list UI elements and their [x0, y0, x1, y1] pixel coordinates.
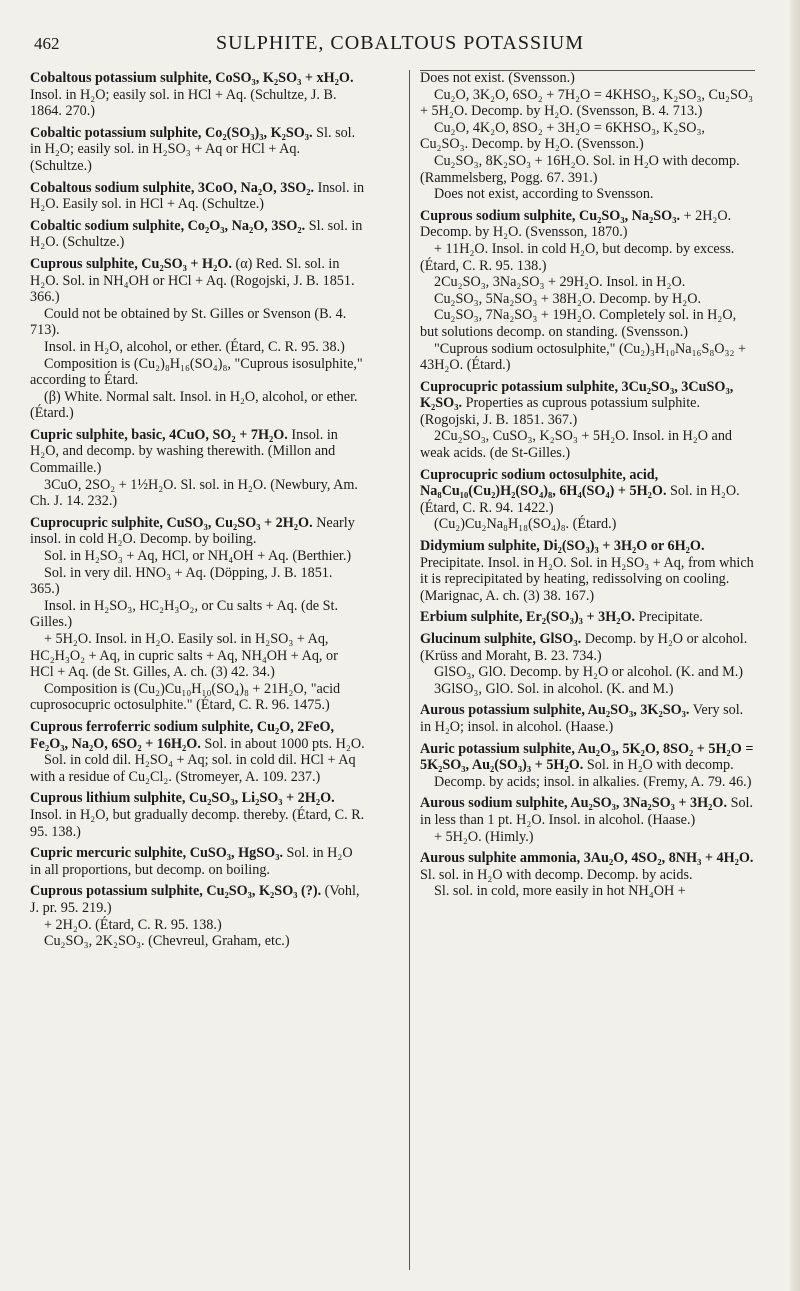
dictionary-entry	[30, 845, 365, 878]
entry-body: Properties as cuprous potassium sulphite. (Rogojski, J. B. 1851. 367.)	[420, 395, 701, 428]
entry-first-line	[420, 631, 755, 664]
entry-heading: Erbium sulphite, Er₂(SO₃)₃ + 3H₂O.	[420, 609, 636, 626]
dictionary-entry	[30, 256, 365, 422]
entry-subparagraph: (Cu₂)Cu₂Na₈H₁₈(SO₄)₈. (Étard.)	[434, 516, 617, 533]
entry-body: Insol. in H₂O, and decomp. by washing therewith. (Millon and Commaille.)	[30, 426, 338, 477]
entry-subparagraph: Sl. sol. in cold, more easily in hot NH₄OH +	[434, 883, 686, 900]
entry-subparagraph: 2Cu₂SO₃, CuSO₃, K₂SO₃ + 5H₂O. Insol. in H₂O and weak acids. (de St-Gilles.)	[420, 428, 733, 462]
running-title: SULPHITE, COBALTOUS POTASSIUM	[215, 32, 584, 54]
entry-first-line	[30, 256, 365, 306]
entry-first-line	[30, 883, 365, 916]
entry-heading: Cuprocupric sulphite, CuSO₃, Cu₂SO₃ + 2H₂O.	[30, 514, 313, 531]
dictionary-entry	[420, 795, 755, 845]
dictionary-entry	[30, 180, 365, 213]
dictionary-entry	[30, 70, 365, 120]
entry-first-line	[30, 515, 365, 548]
entry-subparagraph: Could not be obtained by St. Gilles or Svenson (B. 4. 713).	[30, 305, 347, 339]
dictionary-entry	[420, 208, 755, 374]
entry-subparagraph: + 11H₂O. Insol. in cold H₂O, but decomp. by excess. (Étard, C. R. 95. 138.)	[420, 240, 735, 274]
entry-heading: Didymium sulphite, Di₂(SO₃)₃ + 3H₂O or 6H₂O.	[420, 538, 705, 555]
dictionary-entry	[30, 719, 365, 785]
entry-first-line	[420, 467, 755, 517]
dictionary-entry	[420, 538, 755, 604]
entry-first-line	[420, 850, 755, 883]
entry-heading: Cuprous potassium sulphite, Cu₂SO₃, K₂SO₃ (?).	[30, 883, 322, 900]
entry-first-line	[420, 795, 755, 828]
entry-heading: Cupric mercuric sulphite, CuSO₃, HgSO₃.	[30, 845, 283, 862]
entry-first-line	[420, 741, 755, 774]
entry-subparagraph: + 2H₂O. (Étard, C. R. 95. 138.)	[44, 916, 222, 933]
left-column	[30, 70, 365, 955]
entry-subparagraph: Composition is (Cu₂)₈H₁₆(SO₄)₈, "Cuprous isosulphite," according to Étard.	[30, 355, 363, 389]
entry-first-line	[30, 790, 365, 840]
dictionary-entry	[420, 631, 755, 697]
entry-heading: Aurous sulphite ammonia, 3Au₂O, 4SO₂, 8NH₃ + 4H₂O.	[420, 850, 754, 867]
entry-subparagraph: + 5H₂O. Insol. in H₂O. Easily sol. in H₂SO₃ + Aq, HC₂H₃O₂ + Aq, in cupric salts + Aq, NH₄OH + Aq, or HCl + Aq. (de St. Gilles, A. ch. (3) 42. 34.)	[30, 631, 338, 681]
entry-first-line	[30, 427, 365, 477]
dictionary-entry	[30, 218, 365, 251]
entry-body: Sl. sol. in H₂O; easily sol. in H₂SO₃ + Aq or HCl + Aq. (Schultze.)	[30, 124, 356, 174]
entry-heading: Cuprous sodium sulphite, Cu₂SO₃, Na₂SO₃.	[420, 207, 680, 224]
dictionary-entry	[30, 427, 365, 510]
entry-body: Sol. in about 1000 pts. H₂O.	[204, 735, 365, 752]
entry-subparagraph: Sol. in very dil. HNO₃ + Aq. (Döpping, J. B. 1851. 365.)	[30, 564, 333, 598]
right-column	[420, 70, 755, 905]
dictionary-entry	[420, 467, 755, 533]
dictionary-entry	[420, 741, 755, 791]
dictionary-entry	[420, 609, 755, 626]
entry-heading: Aurous potassium sulphite, Au₂SO₃, 3K₂SO₃.	[420, 702, 690, 719]
entry-heading: Glucinum sulphite, GlSO₃.	[420, 631, 582, 647]
entry-heading: Auric potassium sulphite, Au₂O₃, 5K₂O, 8SO₂ + 5H₂O = 5K₂SO₃, Au₂(SO₃)₃ + 5H₂O.	[420, 740, 754, 774]
entry-first-line	[30, 218, 365, 251]
entry-body: (Vohl, J. pr. 95. 219.)	[30, 883, 360, 916]
entry-subparagraph: Cu₂O, 4K₂O, 8SO₂ + 3H₂O = 6KHSO₃, K₂SO₃, Cu₂SO₃. Decomp. by H₂O. (Svensson.)	[420, 119, 705, 153]
entry-subparagraph: Does not exist, according to Svensson.	[434, 186, 654, 203]
dictionary-entry	[30, 790, 365, 840]
entry-body: Insol. in H₂O. Easily sol. in HCl + Aq. (Schultze.)	[30, 179, 365, 213]
entry-subparagraph: GlSO₃, GlO. Decomp. by H₂O or alcohol. (K. and M.)	[434, 664, 743, 681]
entry-body: Sl. sol. in H₂O. (Schultze.)	[30, 217, 363, 251]
entry-body: Nearly insol. in cold H₂O. Decomp. by boiling.	[30, 514, 355, 548]
dictionary-entry	[30, 125, 365, 175]
entry-body: Decomp. by H₂O or alcohol. (Krüss and Moraht, B. 23. 734.)	[420, 631, 748, 664]
entry-body: Sol. in less than 1 pt. H₂O. Insol. in alcohol. (Haase.)	[420, 795, 754, 828]
entry-subparagraph: Cu₂SO₃, 8K₂SO₃ + 16H₂O. Sol. in H₂O with decomp. (Rammelsberg, Pogg. 67. 391.)	[420, 152, 740, 186]
entry-heading: Cuprous ferroferric sodium sulphite, Cu₂O, 2FeO, Fe₂O₃, Na₂O, 6SO₂ + 16H₂O.	[30, 718, 335, 752]
entry-subparagraph: (β) White. Normal salt. Insol. in H₂O, alcohol, or ether. (Étard.)	[30, 388, 358, 422]
entry-heading: Cuprocupric sodium octosulphite, acid, Na₈Cu₁₀(Cu₂)H₂(SO₄)₈, 6H₄(SO₄) + 5H₂O.	[420, 466, 667, 500]
entry-first-line	[30, 70, 365, 120]
entry-heading: Aurous sodium sulphite, Au₂SO₃, 3Na₂SO₃ + 3H₂O.	[420, 795, 728, 812]
entry-first-line	[420, 702, 755, 735]
entry-subparagraph: Cu₂O, 3K₂O, 6SO₂ + 7H₂O = 4KHSO₃, K₂SO₃, Cu₂SO₃ + 5H₂O. Decomp. by H₂O. (Svensson, B. 4. 713.)	[420, 86, 754, 120]
entry-body: Very sol. in H₂O; insol. in alcohol. (Haase.)	[420, 702, 744, 735]
entry-body: Precipitate.	[638, 609, 703, 626]
entry-subparagraph: Insol. in H₂SO₃, HC₂H₃O₂, or Cu salts + Aq. (de St. Gilles.)	[30, 597, 339, 631]
entry-subparagraph: Cu₂SO₃, 5Na₂SO₃ + 38H₂O. Decomp. by H₂O.	[434, 290, 702, 307]
dictionary-entry	[30, 883, 365, 949]
entry-first-line	[420, 208, 755, 241]
entry-first-line	[30, 845, 365, 878]
entry-body: Sol. in H₂O in all proportions, but decomp. on boiling.	[30, 845, 353, 878]
dictionary-entry	[30, 515, 365, 714]
entry-subparagraph: 3CuO, 2SO₂ + 1½H₂O. Sl. sol. in H₂O. (Newbury, Am. Ch. J. 14. 232.)	[30, 476, 358, 510]
entry-subparagraph: Cu₂SO₃, 7Na₂SO₃ + 19H₂O. Completely sol. in H₂O, but solutions decomp. on standing. (Svensson.)	[420, 307, 737, 340]
entry-subparagraph: Insol. in H₂O, alcohol, or ether. (Étard, C. R. 95. 38.)	[44, 338, 345, 355]
entry-first-line	[30, 180, 365, 213]
entry-body: Precipitate. Insol. in H₂O. Sol. in H₂SO₃ + Aq, from which it is reprecipitated by heating, redissolving on cooling. (Marignac, A. ch. (3) 38. 167.)	[420, 554, 754, 604]
dictionary-entry	[420, 850, 755, 900]
entry-subparagraph: Decomp. by acids; insol. in alkalies. (Fremy, A. 79. 46.)	[434, 773, 752, 790]
column-divider	[409, 70, 410, 1270]
entry-heading: Cobaltous potassium sulphite, CoSO₃, K₂SO₃ + xH₂O.	[30, 70, 354, 86]
entry-first-line	[420, 379, 755, 429]
dictionary-entry	[420, 702, 755, 735]
entry-subparagraph: Sol. in H₂SO₃ + Aq, HCl, or NH₄OH + Aq. (Berthier.)	[44, 548, 352, 565]
entry-subparagraph: 2Cu₂SO₃, 3Na₂SO₃ + 29H₂O. Insol. in H₂O.	[434, 274, 686, 291]
entry-body: Insol. in H₂O; easily sol. in HCl + Aq. (Schultze, J. B. 1864. 270.)	[30, 86, 337, 120]
entry-first-line	[420, 538, 755, 604]
page-edge	[790, 0, 800, 1291]
entry-subparagraph: Composition is (Cu₂)Cu₁₀H₁₀(SO₄)₈ + 21H₂O, "acid cuprosocupric octosulphite." (Étard, C. R. 96. 1475.)	[30, 680, 341, 714]
entry-heading: Cobaltous sodium sulphite, 3CoO, Na₂O, 3SO₂.	[30, 179, 315, 196]
entry-body: (α) Red. Sl. sol. in H₂O. Sol. in NH₄OH or HCl + Aq. (Rogojski, J. B. 1851. 366.)	[30, 255, 355, 306]
dictionary-entry	[420, 70, 755, 203]
entry-first-line	[420, 70, 755, 87]
entry-subparagraph: Sol. in cold dil. H₂SO₄ + Aq; sol. in cold dil. HCl + Aq with a residue of Cu₂Cl₂. (Stromeyer, A. 109. 237.)	[30, 752, 356, 785]
entry-first-line	[30, 719, 365, 752]
entry-first-line	[30, 125, 365, 175]
entry-subparagraph: "Cuprous sodium octosulphite," (Cu₂)₃H₁₀Na₁₆S₈O₃₂ + 43H₂O. (Étard.)	[420, 340, 746, 374]
entry-body: Insol. in H₂O, but gradually decomp. thereby. (Étard, C. R. 95. 138.)	[30, 806, 365, 840]
entry-subparagraph: 3GlSO₃, GlO. Sol. in alcohol. (K. and M.)	[434, 680, 674, 697]
entry-body: Sl. sol. in H₂O with decomp. Decomp. by acids.	[420, 866, 693, 883]
dictionary-entry	[420, 379, 755, 462]
entry-heading: Cuprous lithium sulphite, Cu₂SO₃, Li₂SO₃ + 2H₂O.	[30, 790, 335, 807]
entry-body: Does not exist. (Svensson.)	[420, 70, 575, 86]
entry-body: Sol. in H₂O. (Étard, C. R. 94. 1422.)	[420, 483, 740, 516]
entry-heading: Cobaltic potassium sulphite, Co₂(SO₃)₃, K₂SO₃.	[30, 124, 313, 141]
entry-body: + 2H₂O. Decomp. by H₂O. (Svensson, 1870.)	[420, 207, 732, 241]
entry-body: Sol. in H₂O with decomp.	[586, 757, 734, 774]
page-number: 462	[34, 34, 60, 53]
entry-heading: Cupric sulphite, basic, 4CuO, SO₂ + 7H₂O.	[30, 426, 288, 443]
entry-first-line	[420, 609, 755, 626]
entry-heading: Cobaltic sodium sulphite, Co₂O₃, Na₂O, 3SO₂.	[30, 217, 306, 234]
entry-heading: Cuprous sulphite, Cu₂SO₃ + H₂O.	[30, 255, 232, 272]
entry-subparagraph: + 5H₂O. (Himly.)	[434, 828, 534, 845]
entry-heading: Cuprocupric potassium sulphite, 3Cu₂SO₃, 3CuSO₃, K₂SO₃.	[420, 378, 734, 412]
entry-subparagraph: Cu₂SO₃, 2K₂SO₃. (Chevreul, Graham, etc.)	[44, 933, 290, 950]
